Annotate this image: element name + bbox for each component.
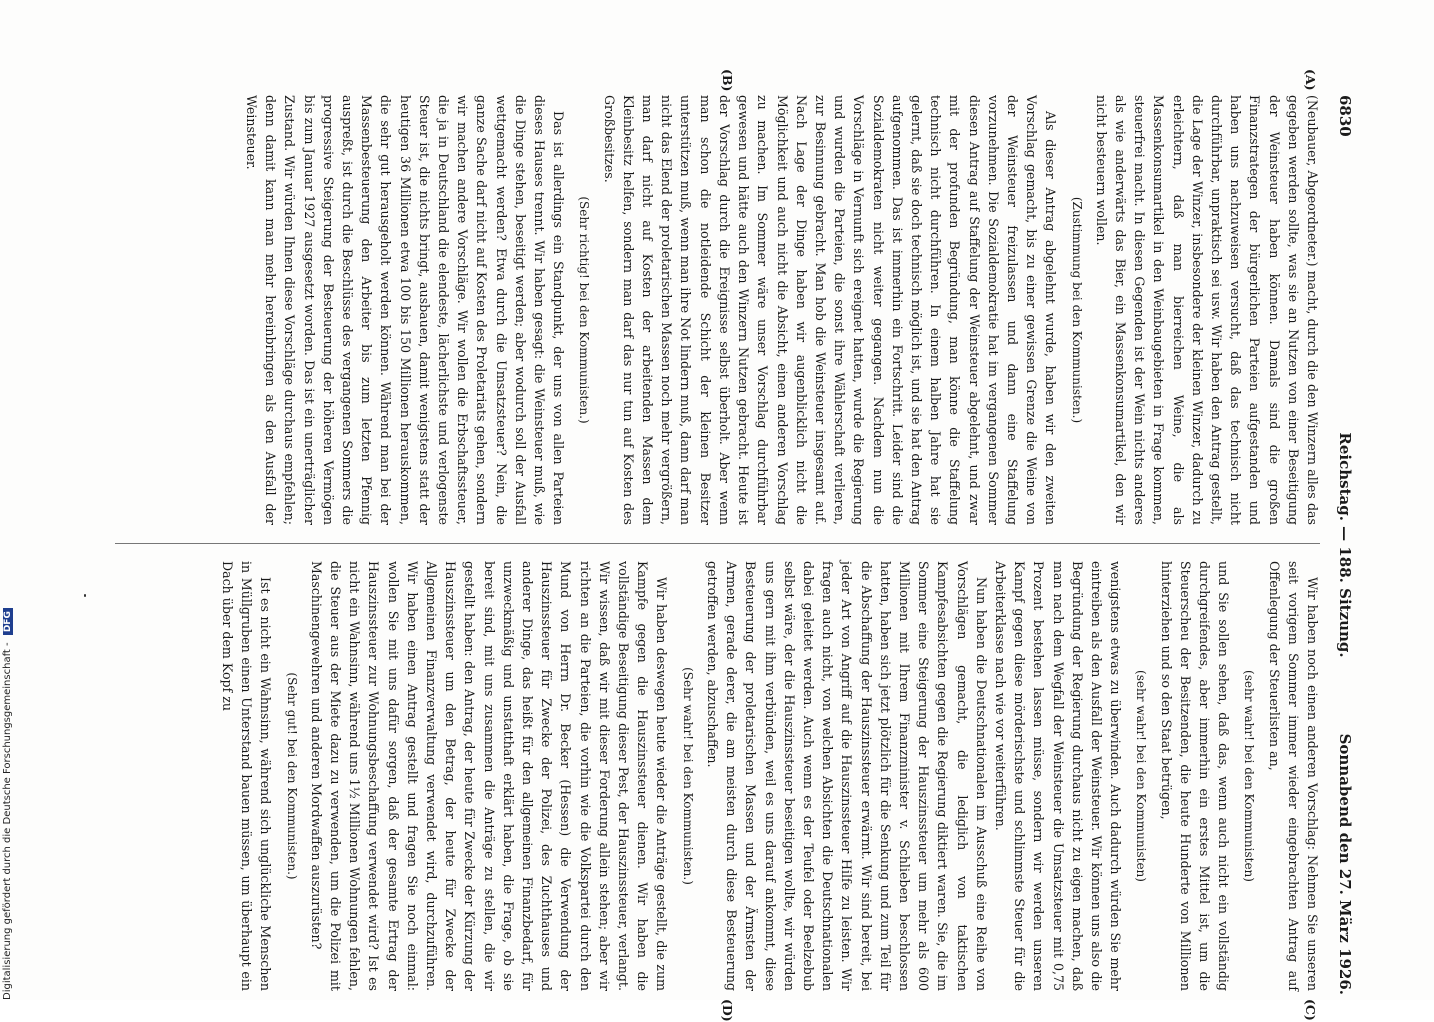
credit-text: Digitalisierung gefördert durch die Deutsche Forschungsgemeinschaft -: [2, 642, 13, 1000]
paragraph: Nun haben die Deutschnationalen im Ausschuß eine Reihe von Vorschlägen gemacht, die lediglich von taktischen Kampfesabsichten gegen die Regierung diktiert waren. Sie, die im Sommer eine Steigerung der Hauszinssteuer um mehr als 600 Millionen mit Ihrem Finanzminister v. Schlieben beschlossen hatten, haben sich jetzt plötzlich für die Senkung und zum Teil für die Abschaffung der Hauszinssteuer erwärmt. Wir sind bereit, bei jeder Art von Angriff auf die Hauszinssteuer Hilfe zu leisten. Wir fragen auch nicht, von welchen Absichten die Deutschnationalen dabei geleitet werden. Auch wenn es der Teufel oder Beelzebub selbst wäre, der die Hauszinssteuer beseitigen wollte, wir würden uns gern mit ihm verbünden, weil es uns darauf ankommt, diese Besteuerung der proletarischen Massen und der Ärmsten der Armen, gerade derer, die am meisten durch diese Besteuerung getroffen werden, abzuschaffen.: [704, 561, 989, 991]
page-number: 6830: [1336, 95, 1354, 137]
column-divider: [115, 543, 1320, 544]
interjection: (Sehr richtig! bei den Kommunisten.): [577, 196, 592, 424]
rotated-page-content: [90, 69, 1360, 1022]
paragraph: und Sie sollen sehen, daß das, wenn auch nicht ein vollständig durchgreifendes, aber immerhin ein erstes Mittel ist, um die Steuerscheu der Besitzenden, die heute Hunderte von Millionen hinterziehen und so den Staat betrügen,: [1158, 561, 1232, 991]
scan-speck: [84, 594, 86, 597]
margin-marker-d: (D): [720, 999, 735, 1022]
interjection: (sehr wahr! bei den Kommunisten): [1134, 670, 1149, 882]
margin-marker-b: (B): [720, 69, 735, 92]
paragraph: (Neubauer, Abgeordneter.) macht, durch die den Winzern alles das gegeben werden sollte, was sie an Nutzen von einer Beseitigung der Weinsteuer haben können. Damals sind die großen Finanzstrategen der bürgerlichen Parteien aufgestanden und haben uns nachzuweisen versucht, daß das technisch nicht durchführbar, unpraktisch sei usw. Wir haben den Antrag gestellt, die Lage der Winzer, insbesondere der kleinen Winzer, dadurch zu erleichtern, daß man bierreichen Weine, die als Massenkonsumartikel in den Weinbaugebieten in Frage kommen, steuerfrei macht. In diesen Gegenden ist der Wein nichts anderes als wie anderwärts das Bier, ein Massenkonsumartikel, den wir nicht besteuern wollen.: [1093, 95, 1320, 525]
interjection: (Zustimmung bei den Kommunisten.): [1069, 196, 1084, 424]
margin-marker-c: (C): [1303, 999, 1318, 1021]
right-column: [218, 561, 1322, 991]
paragraph: Wir haben noch einen anderen Vorschlag: Nehmen Sie unseren seit vorigem Sommer immer wieder eingebrachten Antrag auf Offenlegung der Steuerlisten an,: [1266, 561, 1320, 991]
session-date: Sonnabend den 27. März 1926.: [1336, 733, 1354, 995]
digitization-credit: [2, 0, 13, 1000]
paragraph: wenigstens etwas zu überwinden. Auch dadurch würden Sie mehr eintreiben als den Ausfall der Weinsteuer. Wir können uns also die Begründung der Regierung durchaus nicht zu eigen machen, daß man nach dem Wegfall der Weinsteuer die Umsatzsteuer mit 0,75 Prozent bestehen lassen müsse, sondern wir werden unseren Kampf gegen diese mörderischste und schlimmste Steuer für die Arbeiterklasse nach wie vor weiterführen.: [992, 561, 1124, 991]
interjection: (sehr wahr! bei den Kommunisten): [1242, 670, 1257, 882]
interjection: (Sehr wahr! bei den Kommunisten.): [680, 667, 695, 885]
margin-marker-a: (A): [1303, 69, 1318, 91]
left-column: [242, 95, 1322, 525]
dfg-logo: DFG: [3, 608, 13, 635]
interjection: (Sehr gut! bei den Kommunisten.): [284, 672, 299, 880]
page-title: Reichstag. — 188. Sitzung.: [1336, 432, 1354, 658]
paragraph: Das ist allerdings ein Standpunkt, der uns von allen Parteien dieses Hauses trennt. Wir haben gesagt: die Weinsteuer muß, wie die Dinge stehen, beseitigt werden; aber wodurch soll der Ausfall wettgemacht werden? Etwa durch die Umsatzsteuer? Nein, die ganze Sache darf nicht auf Kosten des Proletariats gehen, sondern wir machen andere Vorschläge. Wir wollen die Erbschaftssteuer, die ja in Deutschland die elendeste, lächerlichste und verlogenste Steuer ist, die nichts bringt, ausbauen, damit wenigstens statt der heutigen 36 Millionen etwa 100 bis 150 Millionen herauskommen, die sehr gut herausgeholt werden können. Während man bei der Massenbesteuerung den Arbeiter bis zum letzten Pfennig auspreßt, ist durch die Beschlüsse des vergangenen Sommers die progressive Steigerung der Besteuerung der höheren Vermögen bis zum Januar 1927 ausgesetzt worden. Das ist ein unerträglicher Zustand. Wir würden Ihnen diese Vorschläge durchaus empfehlen; denn damit kann man mehr hereinbringen als den Ausfall der Weinsteuer.: [244, 95, 567, 525]
paragraph: Ist es nicht ein Wahnsinn, während sich unglückliche Menschen in Müllgruben einen Unterstand bauen müssen, um überhaupt ein Dach über dem Kopf zu: [220, 561, 274, 991]
paragraph: Als dieser Antrag abgelehnt wurde, haben wir den zweiten Vorschlag gemacht, bis zu einer gewissen Grenze die Weine von der Weinsteuer freizulassen und dann eine Staffelung vorzunehmen. Die Sozialdemokratie hat im vergangenen Sommer diesen Antrag auf Staffelung der Weinsteuer abgelehnt, und zwar mit der profunden Begründung, man könne die Staffelung technisch nicht durchführen. In einem halben Jahre hat sie gelernt, daß sie doch technisch möglich ist, und sie hat den Antrag aufgenommen. Das ist immerhin ein Fortschritt. Leider sind die Sozialdemokraten nicht weiter gegangen. Nachdem nun die Vorschläge in Vernunft sich ereignet hatten, wurde die Regierung und wurden die Parteien, die sonst ihre Wählerschaft verlieren, zur Besinnung gebracht. Man hob die Weinsteuer insgesamt auf. Nach Lage der Dinge haben wir augenblicklich nicht die Möglichkeit und auch nicht die Absicht, einen anderen Vorschlag zu machen. Im Sommer wäre unser Vorschlag durchführbar gewesen und hätte auch den Winzern Nutzen gebracht. Heute ist der Vorschlag durch die Ereignisse selbst überholt. Aber wenn man schon die notleidende Schicht der kleinen Besitzer unterstützen muß, wenn man ihre Not lindern muß, dann darf man nicht das Elend der proletarischen Massen noch mehr vergrößern, man darf nicht auf Kosten der arbeitenden Massen dem Kleinbesitz helfen, sondern man darf das nur tun auf Kosten des Großbesitzes.: [601, 95, 1059, 525]
paragraph: Wir haben deswegen heute wieder die Anträge gestellt, die zum Kampfe gegen die Hauszinssteuer dienen. Wir haben die vollständige Beseitigung dieser Pest, der Hauszinssteuer, verlangt. Wir wissen, daß wir mit dieser Forderung allein stehen; aber wir richten an die Parteien, die vorhin wie die Volkspartei durch den Mund von Herrn Dr. Becker (Hessen) die Verwendung der Hauszinssteuer für Zwecke der Polizei, des Zuchthauses und anderer Dinge, das heißt für den allgemeinen Finanzbedarf, für unzweckmäßig und unstatthaft erklärt haben, die Frage, ob sie bereit sind, mit uns zusammen die Anträge zu stellen, die wir gestellt haben: den Antrag, der heute für Zwecke der Kürzung der Hauszinssteuer um den Betrag, der heute für Zwecke der Allgemeinen Finanzverwaltung verwendet wird, durchzuführen. Wir haben einen Antrag gestellt und fragen Sie noch einmal: wollen Sie mit uns dafür sorgen, daß der gesamte Ertrag der Hauszinssteuer zur Wohnungsbeschaffung verwendet wird? Ist es nicht ein Wahnsinn, während uns 1½ Millionen Wohnungen fehlen, die Steuer aus der Miete dazu zu verwenden, um die Polizei mit Maschinengewehren und anderen Mordwaffen auszurüsten?: [308, 561, 670, 991]
page-header: [1326, 95, 1360, 995]
